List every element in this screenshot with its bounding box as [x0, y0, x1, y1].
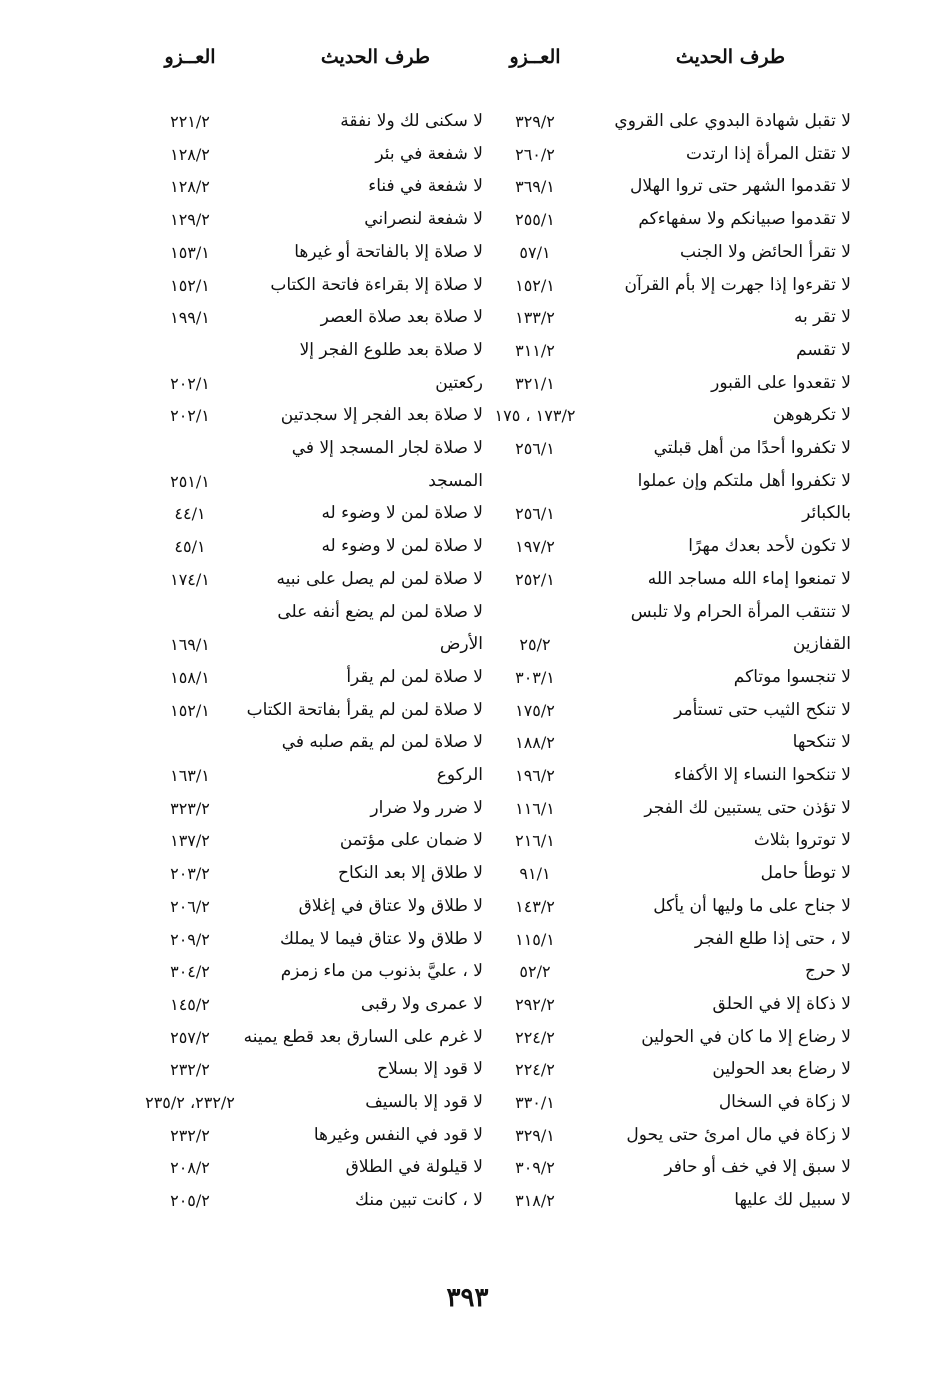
hadith-text-right: لا تنجسوا موتاكم [733, 666, 851, 687]
reference-right: ٥٧/١ [519, 242, 551, 262]
table-row [0, 203, 935, 236]
reference-right: ١٥٢/١ [515, 275, 555, 295]
hadith-text-left: لا صلاة لمن لم يقرأ بفاتحة الكتاب [246, 699, 483, 720]
table-row [0, 1053, 935, 1086]
reference-left: ٢٠٨/٢ [170, 1158, 210, 1178]
hadith-text-right: لا زكاة في السخال [718, 1092, 851, 1112]
reference-right: ١١٥/١ [515, 929, 555, 949]
reference-left: ٣٢٣/٢ [170, 798, 210, 818]
hadith-text-right: لا تنكح الثيب حتى تستأمر [674, 699, 851, 720]
reference-left: ٣٠٤/٢ [170, 962, 210, 982]
reference-left: ٤٥/١ [174, 537, 206, 557]
hadith-text-left: لا صلاة إلا بالفاتحة أو غيرها [294, 241, 483, 262]
reference-left: ٢٢١/٢ [170, 112, 210, 131]
table-row [0, 530, 935, 563]
reference-left: ١٢٨/٢ [170, 177, 210, 197]
reference-right: ٥٢/٢ [519, 962, 551, 982]
reference-right: ١٧٥/٢ [515, 700, 555, 720]
header-hadith-right: طرف الحديث [675, 46, 785, 68]
table-row [0, 465, 935, 498]
hadith-text-left: لا صلاة لمن لا وضوء له [321, 536, 483, 557]
hadith-text-right: لا سبيل لك عليها [734, 1190, 851, 1211]
table-row [0, 824, 935, 857]
reference-right: ٢٥٦/١ [515, 439, 555, 458]
reference-left: ٢٠٣/٢ [170, 864, 210, 884]
hadith-text-right: لا تقرءوا إذا جهرت إلا بأم القرآن [624, 274, 851, 295]
hadith-text-left: لا صلاة لمن لم يقرأ [346, 666, 483, 687]
hadith-text-right: لا سبق إلا في خف أو حافر [664, 1157, 851, 1178]
hadith-text-right: القفازين [792, 634, 851, 655]
reference-right: ٣١١/٢ [515, 340, 555, 360]
table-row [0, 1086, 935, 1119]
hadith-text-left: الأرض [439, 634, 483, 655]
reference-right: ٢٢٤/٢ [515, 1027, 555, 1047]
reference-right: ١١٦/١ [515, 798, 555, 818]
reference-right: ٢٢٤/٢ [515, 1060, 555, 1080]
hadith-text-right: لا تقعدوا على القبور [711, 372, 851, 393]
hadith-text-left: لا صلاة لمن لم يضع أنفه على [277, 601, 483, 622]
hadith-text-right: لا توتروا بثلاث [753, 830, 851, 851]
reference-left: ٢٥١/١ [170, 471, 210, 491]
hadith-text-right: لا تقدموا الشهر حتى تروا الهلال [630, 176, 851, 197]
hadith-text-right: لا تنتقب المرأة الحرام ولا تلبس [630, 601, 851, 622]
reference-right: ٣٠٣/١ [515, 667, 555, 687]
hadith-text-left: لا قيلولة في الطلاق [345, 1157, 483, 1178]
table-row [0, 596, 935, 629]
hadith-text-left: لا صلاة لجار المسجد إلا في [291, 438, 483, 458]
reference-left: ١٦٩/١ [170, 635, 210, 655]
reference-right: ٣٢٩/١ [515, 1125, 555, 1145]
table-row [0, 334, 935, 367]
reference-left: ١٣٧/٢ [170, 831, 210, 851]
reference-right: ١٧٣/٢ ، ١٧٥ [494, 406, 576, 426]
reference-left: ٢٣٢/٢ [170, 1060, 210, 1080]
table-row [0, 857, 935, 890]
table-row [0, 563, 935, 596]
hadith-text-left: لا قود إلا بالسيف [365, 1092, 483, 1112]
table-row [0, 236, 935, 269]
reference-left: ٢٠٩/٢ [170, 929, 210, 949]
reference-right: ٣٦٩/١ [515, 177, 555, 197]
table-row [0, 301, 935, 334]
reference-right: ١٣٣/٢ [515, 308, 555, 328]
hadith-text-left: لا سكنى لك ولا نفقة [340, 111, 483, 131]
hadith-text-left: لا شفعة في بئر [375, 143, 483, 164]
hadith-text-right: لا حرج [805, 961, 851, 982]
header-ref-left: العــزو [164, 46, 216, 68]
table-row [0, 955, 935, 988]
hadith-text-left: لا قود في النفس وغيرها [313, 1124, 483, 1145]
reference-left: ١٥٢/١ [170, 700, 210, 720]
reference-right: ١٩٧/٢ [515, 537, 555, 557]
reference-left: ١٩٩/١ [170, 308, 210, 328]
reference-right: ٢٩٢/٢ [515, 994, 555, 1014]
hadith-text-right: لا تؤذن حتى يستبين لك الفجر [644, 797, 851, 818]
reference-left: ١٢٨/٢ [170, 144, 210, 164]
table-row [0, 694, 935, 727]
hadith-text-right: لا رضاع بعد الحولين [712, 1059, 851, 1080]
hadith-text-right: لا تقدموا صبيانكم ولا سفهاءكم [638, 209, 851, 230]
table-row [0, 628, 935, 661]
reference-left: ١٤٥/٢ [170, 994, 210, 1014]
table-row [0, 792, 935, 825]
reference-right: ١٨٨/٢ [515, 733, 555, 753]
reference-left: ١٦٣/١ [170, 766, 210, 785]
table-row [0, 726, 935, 759]
hadith-text-left: لا ، كانت تبين منك [355, 1190, 483, 1211]
table-row [0, 890, 935, 923]
reference-left: ٢٠٦/٢ [170, 896, 210, 916]
reference-right: ٣٠٩/٢ [515, 1158, 555, 1178]
hadith-text-left: ركعتين [435, 372, 483, 393]
hadith-text-left: لا عمرى ولا رقبى [360, 993, 483, 1014]
table-row [0, 661, 935, 694]
table-row [0, 367, 935, 400]
hadith-text-right: لا تكفروا أهل ملتكم وإن عملوا [637, 470, 851, 491]
reference-right: ٢٥/٢ [519, 635, 551, 655]
hadith-text-right: لا تقبل شهادة البدوي على القروي [614, 111, 851, 131]
reference-left: ٢٠٢/١ [170, 373, 210, 393]
reference-left: ١٢٩/٢ [170, 210, 210, 230]
hadith-text-right: لا تقسم [796, 339, 851, 360]
reference-right: ٢٥٥/١ [515, 210, 555, 230]
table-row [0, 988, 935, 1021]
table-row [0, 170, 935, 203]
hadith-text-left: لا ضمان على مؤتمن [339, 830, 483, 851]
hadith-text-right: لا تكفروا أحدًا من أهل قبلتي [653, 438, 851, 458]
table-row [0, 1184, 935, 1217]
header-hadith-left: طرف الحديث [320, 46, 430, 68]
hadith-text-right: لا تمنعوا إماء الله مساجد الله [647, 568, 851, 589]
reference-right: ٩١/١ [519, 864, 551, 884]
hadith-text-left: الركوع [436, 765, 483, 785]
reference-left: ٢٣٢/٢، ٢٣٥/٢ [145, 1093, 235, 1112]
hadith-text-left: لا ضرر ولا ضرار [370, 797, 483, 818]
reference-left: ٢٠٥/٢ [170, 1191, 210, 1211]
reference-left: ٢٥٧/٢ [170, 1027, 210, 1047]
hadith-text-left: لا طلاق إلا بعد النكاح [337, 863, 483, 884]
table-row [0, 1119, 935, 1152]
table-row [0, 923, 935, 956]
hadith-text-right: لا ذكاة إلا في الحلق [712, 993, 851, 1014]
hadith-text-right: لا جناح على ما وليها أن يأكل [653, 895, 851, 916]
table-row [0, 269, 935, 302]
hadith-text-left: لا قود إلا بسلاح [377, 1059, 483, 1080]
table-row [0, 399, 935, 432]
header-ref-right: العــزو [509, 46, 561, 68]
table-row [0, 497, 935, 530]
reference-left: ٢٣٢/٢ [170, 1125, 210, 1145]
hadith-text-right: لا تنكحوا النساء إلا الأكفاء [673, 765, 851, 785]
reference-left: ١٥٢/١ [170, 275, 210, 295]
reference-left: ٢٠٢/١ [170, 406, 210, 426]
hadith-text-right: لا توطأ حامل [760, 863, 851, 884]
table-row [0, 138, 935, 171]
hadith-text-right: لا تقتل المرأة إذا ارتدت [686, 143, 851, 164]
reference-right: ٢٦٠/٢ [515, 144, 555, 164]
hadith-text-left: لا صلاة لمن لم يصل على نبيه [276, 568, 483, 589]
table-row [0, 1021, 935, 1054]
table-row [0, 105, 935, 138]
hadith-text-right: لا تكون لأحد بعدك مهرًا [688, 536, 851, 557]
reference-right: ٢١٦/١ [515, 831, 555, 851]
hadith-text-left: لا شفعة في فناء [368, 176, 483, 197]
hadith-text-left: لا صلاة بعد طلوع الفجر إلا [299, 339, 483, 360]
hadith-text-left: لا صلاة لمن لا وضوء له [321, 503, 483, 524]
hadith-text-right: بالكبائر [802, 503, 851, 524]
hadith-text-left: لا طلاق ولا عتاق في إغلاق [298, 895, 483, 916]
hadith-text-left: لا صلاة لمن لم يقم صلبه في [281, 732, 483, 753]
reference-right: ٣٢١/١ [515, 373, 555, 393]
reference-left: ١٥٣/١ [170, 242, 210, 262]
hadith-text-left: لا صلاة بعد الفجر إلا سجدتين [280, 405, 483, 426]
hadith-text-right: لا تكرهوهن [772, 405, 851, 426]
hadith-text-left: لا صلاة بعد صلاة العصر [320, 307, 483, 328]
hadith-text-left: لا طلاق ولا عتاق فيما لا يملك [279, 928, 483, 949]
hadith-text-left: لا شفعة لنصراني [364, 209, 483, 230]
table-row [0, 759, 935, 792]
reference-left: ١٥٨/١ [170, 667, 210, 687]
reference-left: ١٧٤/١ [170, 569, 210, 589]
hadith-text-left: المسجد [428, 470, 483, 491]
reference-right: ٢٥٢/١ [515, 569, 555, 589]
reference-right: ٢٥٦/١ [515, 504, 555, 524]
hadith-text-left: لا صلاة إلا بقراءة فاتحة الكتاب [270, 274, 483, 295]
hadith-text-left: لا ، عليَّ بذنوب من ماء زمزم [280, 961, 483, 982]
hadith-text-left: لا غرم على السارق بعد قطع يمينه [243, 1026, 483, 1047]
reference-right: ٣٢٩/٢ [515, 112, 555, 131]
hadith-text-right: لا تقرأ الحائض ولا الجنب [680, 241, 851, 262]
page-number: ٣٩٣ [446, 1283, 489, 1313]
hadith-text-right: لا تقر به [793, 307, 851, 328]
reference-right: ٣١٨/٢ [515, 1191, 555, 1211]
table-row [0, 1151, 935, 1184]
reference-left: ٤٤/١ [174, 504, 206, 524]
reference-right: ١٩٦/٢ [515, 766, 555, 785]
hadith-text-right: لا ، حتى إذا طلع الفجر [694, 928, 851, 949]
reference-right: ١٤٣/٢ [515, 896, 555, 916]
reference-right: ٣٣٠/١ [515, 1093, 555, 1112]
hadith-text-right: لا رضاع إلا ما كان في الحولين [641, 1026, 851, 1047]
hadith-text-right: لا زكاة في مال امرئ حتى يحول [626, 1124, 851, 1145]
table-row [0, 432, 935, 465]
hadith-text-right: لا تنكحها [792, 732, 851, 753]
